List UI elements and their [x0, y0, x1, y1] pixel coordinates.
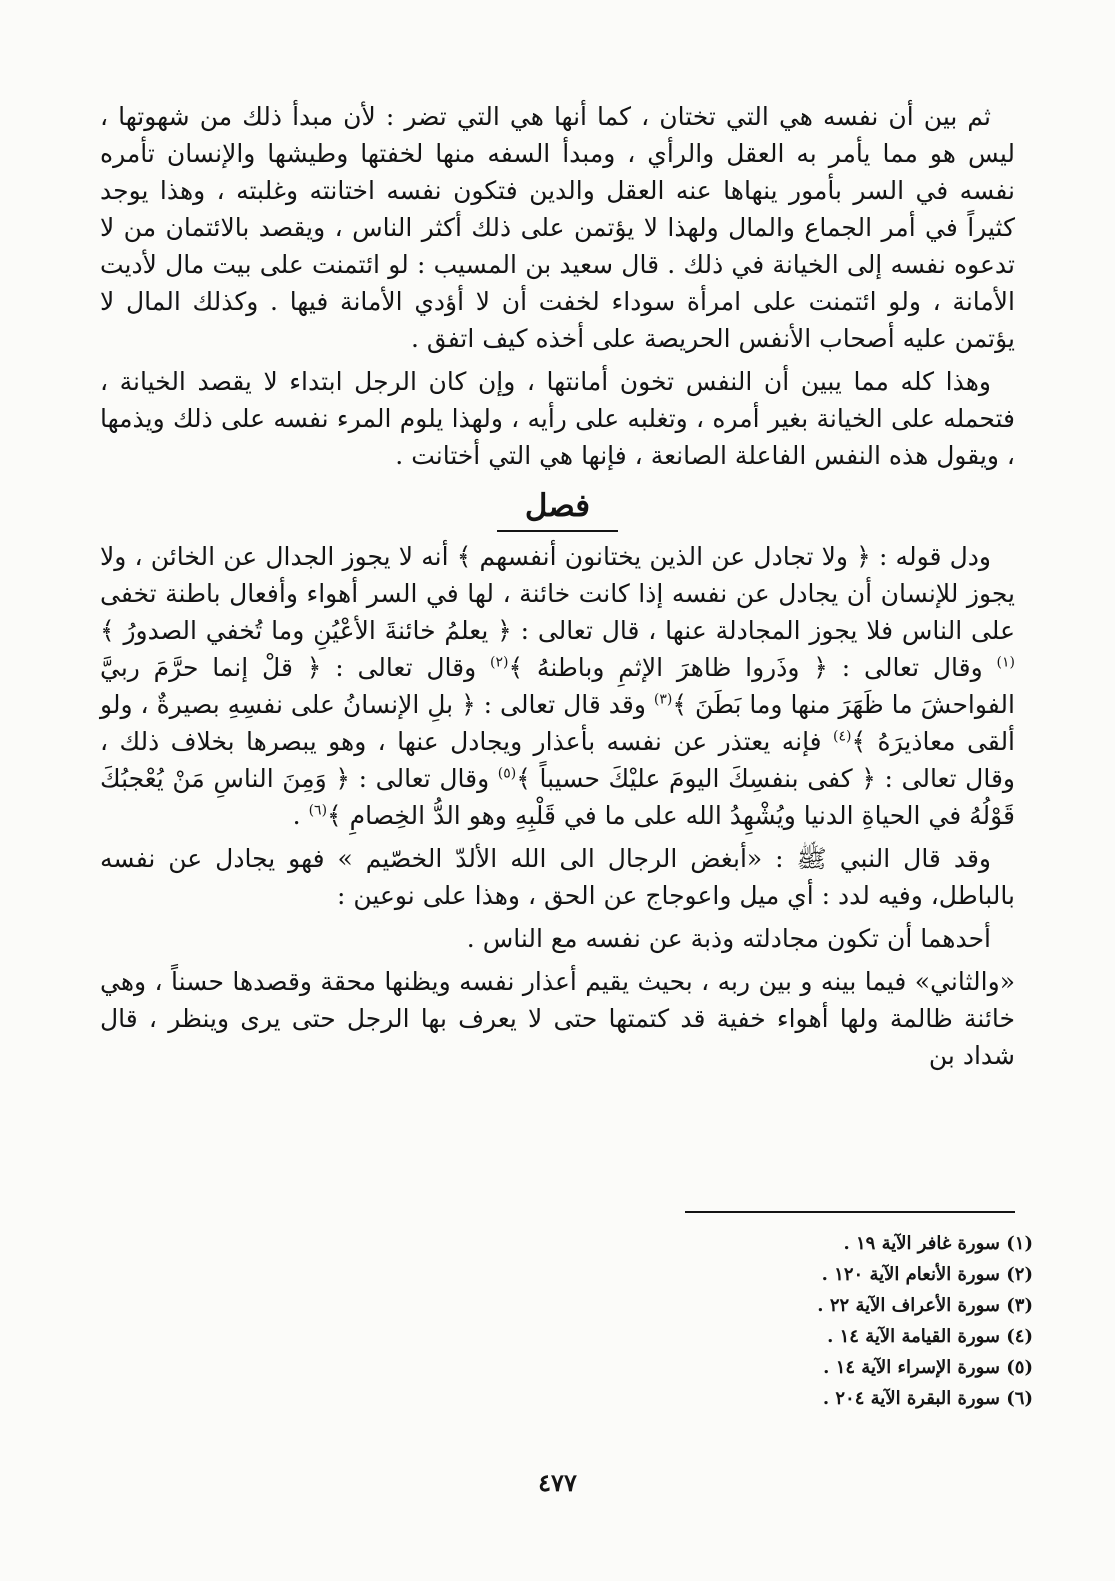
footnote-ref-2: (٢): [489, 654, 509, 671]
quran-quote-3: وقال تعالى : ﴿ قلْ إنما حرَّمَ ربيَّ الفواحشَ ما ظَهَرَ منها وما بَطَنَ ﴾: [100, 653, 1015, 719]
section-heading: [100, 484, 1015, 532]
footnote-ref-5: (٥): [497, 765, 517, 782]
footnote-4: (٤) سورة القيامة الآية ١٤ .: [827, 1326, 1033, 1347]
paragraph-3-end: .: [292, 801, 301, 830]
section-heading-text: فصل: [497, 484, 618, 532]
footnote-ref-4: (٤): [833, 728, 852, 745]
paragraph-2: وهذا كله مما يبين أن النفس تخون أمانتها ، وإن كان الرجل ابتداء لا يقصد الخيانة ، فتحمله على الخيانة بغير أمره ، وتغلبه على رأيه ، ولهذا يلوم المرء نفسه على ذلك ويذمها ، ويقول هذه النفس الفاعلة الصانعة ، فإنها هي التي أختانت .: [100, 367, 1015, 470]
footnote-ref-1: (١): [996, 654, 1015, 671]
quran-quote-5: فإنه يعتذر عن نفسه بأعذار ويجادل عنها ، وهو يبصرها بخلاف ذلك ، وقال تعالى : ﴿ كفى بنفسِكَ اليومَ عليْكَ حسيباً ﴾: [100, 727, 1015, 793]
footnote-ref-6: (٦): [308, 802, 328, 819]
footnotes: [613, 1228, 1033, 1414]
paragraph-1: ثم بين أن نفسه هي التي تختان ، كما أنها هي التي تضر : لأن مبدأ ذلك من شهوتها ، ليس هو مما يأمر به العقل والرأي ، ومبدأ السفه منها لخفتها وطيشها والإنسان تأمره نفسه في السر بأمور ينهاها عنه العقل والدين فتكون نفسه اختانته وغلبته ، وهذا يوجد كثيراً في أمر الجماع والمال ولهذا لا يؤتمن على ذلك أكثر الناس ، ويقصد بالائتمان من لا تدعوه نفسه إلى الخيانة في ذلك . قال سعيد بن المسيب : لو ائتمنت على بيت مال لأديت الأمانة ، ولو ائتمنت على امرأة سوداء لخفت أن لا أؤدي الأمانة فيها . وكذلك المال لا يؤتمن عليه أصحاب الأنفس الحريصة على أخذه كيف اتفق .: [100, 102, 1015, 353]
footnote-2: (٢) سورة الأنعام الآية ١٢٠ .: [821, 1264, 1033, 1285]
paragraph-3: [100, 538, 1015, 834]
page-number: ٤٧٧: [538, 1468, 577, 1497]
quran-quote-4: وقد قال تعالى : ﴿ بلِ الإنسانُ على نفسِهِ بصيرةٌ ، ولو ألقى معاذيرَهُ ﴾: [100, 690, 1016, 756]
main-text: [100, 98, 1015, 1080]
paragraph-5: أحدهما أن تكون مجادلته وذبة عن نفسه مع الناس .: [466, 924, 991, 953]
footnote-6: (٦) سورة البقرة الآية ٢٠٤ .: [822, 1388, 1033, 1409]
footnote-5: (٥) سورة الإسراء الآية ١٤ .: [823, 1357, 1033, 1378]
quran-quote-6: وقال تعالى : ﴿ وَمِنَ الناسِ مَنْ يُعْجبُكَ قَوْلُهُ في الحياةِ الدنيا ويُشْهِدُ الله على ما في قَلْبِهِ وهو الدُّ الخِصامِ ﴾: [100, 764, 1015, 830]
footnote-ref-3: (٣): [653, 691, 673, 708]
footnote-divider: [685, 1211, 1015, 1213]
footnote-1: (١) سورة غافر الآية ١٩ .: [843, 1233, 1033, 1254]
paragraph-4: وقد قال النبي ﷺ : «أبغض الرجال الى الله الألدّ الخصّيم » فهو يجادل عن نفسه بالباطل، وفيه لدد : أي ميل واعوجاج عن الحق ، وهذا على نوعين :: [100, 844, 1015, 910]
footnote-3: (٣) سورة الأعراف الآية ٢٢ .: [817, 1295, 1033, 1316]
quran-quote-2: وقال تعالى : ﴿ وذَروا ظاهرَ الإثمِ وباطنهُ ﴾: [508, 653, 983, 682]
paragraph-6: «والثاني» فيما بينه و بين ربه ، بحيث يقيم أعذار نفسه ويظنها محقة وقصدها حسناً ، وهي خائنة ظالمة ولها أهواء خفية قد كتمتها حتى لا يعرف بها الرجل حتى يرى وينظر ، قال شداد بن: [100, 967, 1015, 1070]
quran-quote-1: ودل قوله : ﴿ ولا تجادل عن الذين يختانون أنفسهم ﴾ أنه لا يجوز الجدال عن الخائن ، ولا يجوز للإنسان أن يجادل عن نفسه إذا كانت خائنة ، لها في السر أهواء وأفعال باطنة تخفى على الناس فلا يجوز المجادلة عنها ، قال تعالى : ﴿ يعلمُ خائنةَ الأعْيُنِ وما تُخفي الصدورُ ﴾: [100, 542, 1015, 645]
